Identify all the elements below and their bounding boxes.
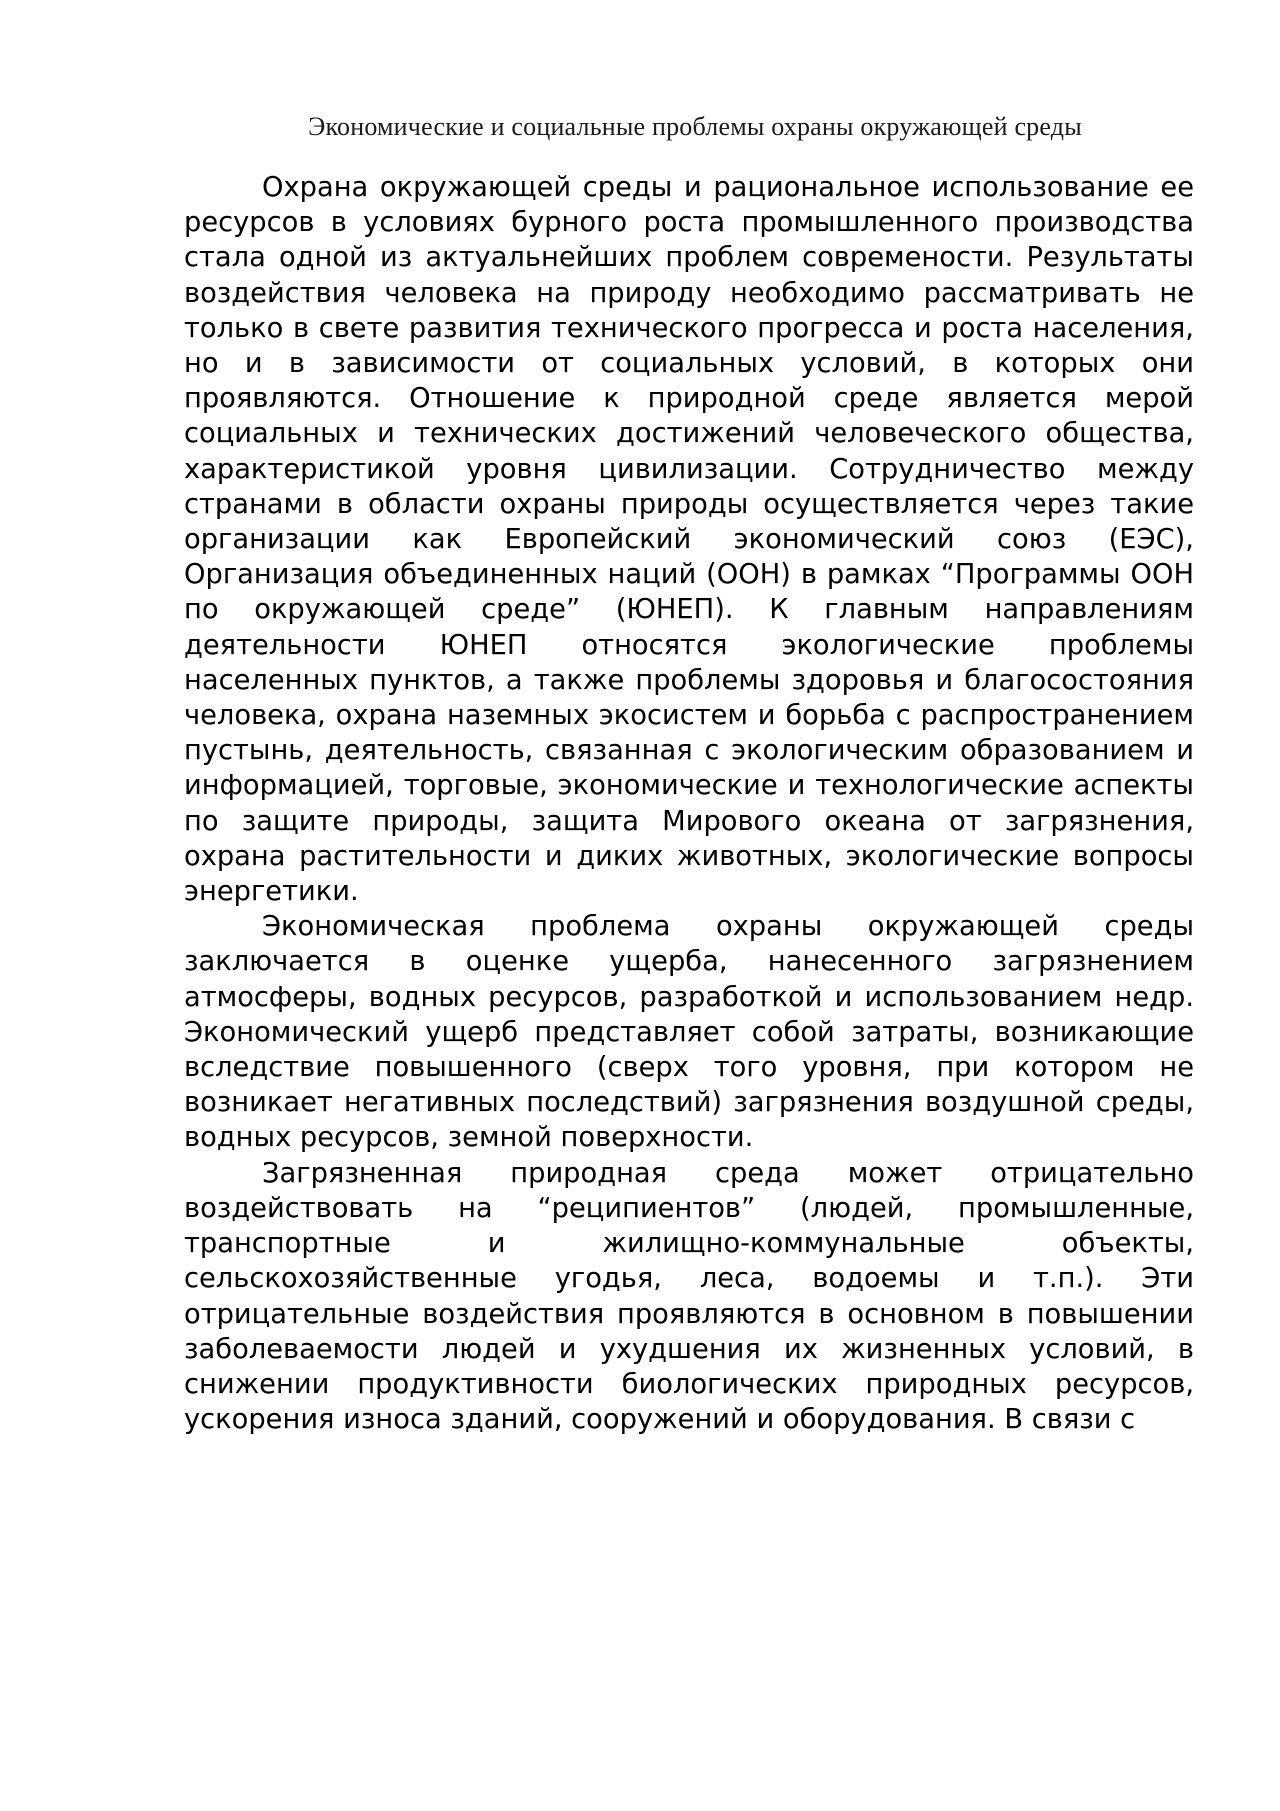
- paragraph-environment-protection: Охрана окружающей среды и рациональное использование ее ресурсов в условиях бурного роста промышленного производства стала одной из актуальнейших проблем современости. Результаты воздействия человека на природу необходимо рассматривать не только в свете развития технического прогресса и роста населения, но и в зависимости от социальных условий, в которых они проявляются. Отношение к природной среде является мерой социальных и технических достижений человеческого общества, характеристикой уровня цивилизации. Сотрудничество между странами в области охраны природы осуществляется через такие организации как Европейский экономический союз (ЕЭС), Организация объединенных наций (ООН) в рамках “Программы ООН по окружающей среде” (ЮНЕП). К главным направлениям деятельности ЮНЕП относятся экологические проблемы населенных пунктов, а также проблемы здоровья и благосостояния человека, охрана наземных экосистем и борьба с распространением пустынь, деятельность, связанная с экологическим образованием и информацией, торговые, экономические и технологические аспекты по защите природы, защита Мирового океана от загрязнения, охрана растительности и диких животных, экологические вопросы энергетики.: [184, 172, 1194, 908]
- document-body: [184, 170, 1194, 1437]
- paragraph-polluted-environment: Загрязненная природная среда может отрицательно воздействовать на “реципиентов” (людей, промышленные, транспортные и жилищно-коммунальные объекты, сельскохозяйственные угодья, леса, водоемы и т.п.). Эти отрицательные воздействия проявляются в основном в повышении заболеваемости людей и ухудшения их жизненных условий, в снижении продуктивности биологических природных ресурсов, ускорения износа зданий, сооружений и оборудования. В связи с: [184, 1157, 1194, 1436]
- paragraph-economic-problem: Экономическая проблема охраны окружающей среды заключается в оценке ущерба, нанесенного загрязнением атмосферы, водных ресурсов, разработкой и использованием недр. Экономический ущерб представляет собой затраты, возникающие вследствие повышенного (сверх того уровня, при котором не возникает негативных последствий) загрязнения воздушной среды, водных ресурсов, земной поверхности.: [184, 911, 1194, 1154]
- document-title: Экономические и социальные проблемы охраны окружающей среды: [308, 112, 1082, 141]
